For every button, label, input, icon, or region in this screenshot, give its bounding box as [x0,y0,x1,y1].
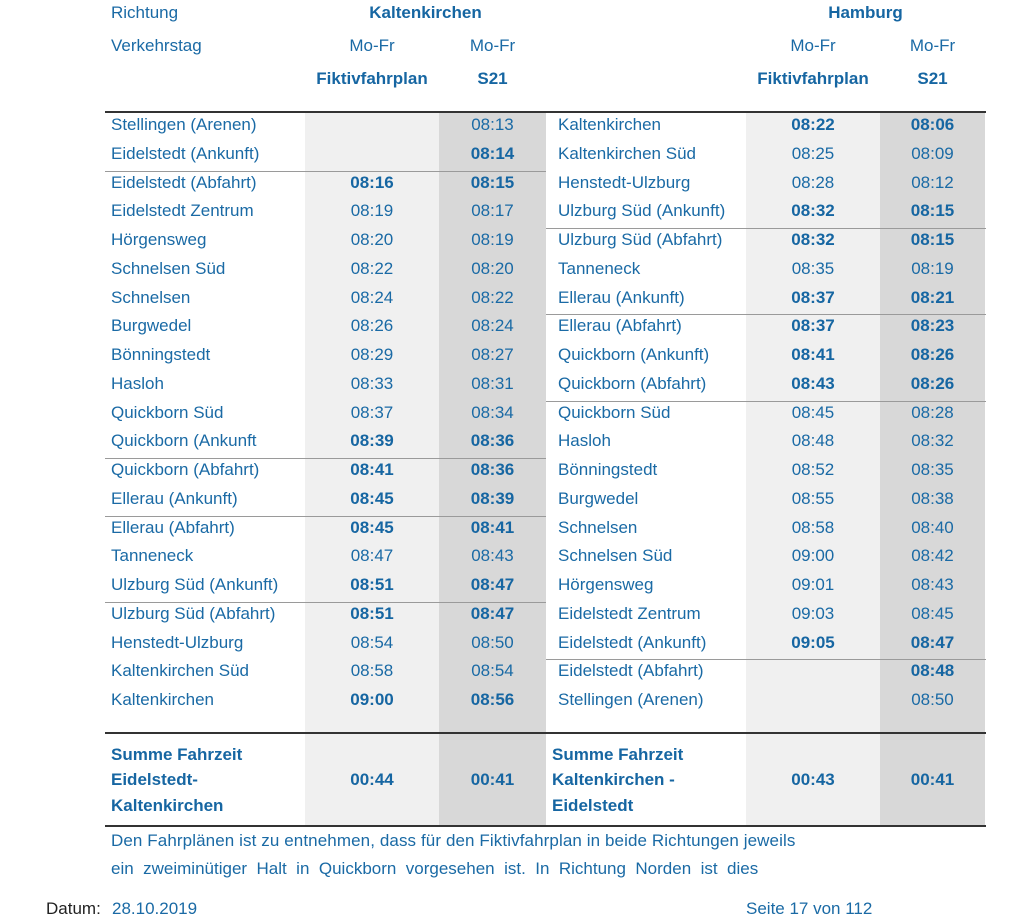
right-day-fiktiv: Mo-Fr [790,36,836,55]
left-s21-time: 08:56 [470,690,515,709]
left-s21-time: 08:41 [470,517,515,537]
left-station-name: Kaltenkirchen [111,690,215,709]
left-s21-time: 08:24 [471,316,514,336]
summary-left-s21: 00:41 [470,770,515,789]
summary-left-line1: Summe Fahrzeit [111,745,243,764]
left-station-name: Henstedt-Ulzburg [111,632,244,652]
right-row-separator [546,314,986,315]
left-row-separator [105,458,546,459]
left-fiktiv-time: 08:45 [350,488,394,508]
right-plan-s21: S21 [917,69,948,88]
right-s21-time: 08:09 [911,143,954,163]
right-station-name: Tanneneck [558,258,641,278]
right-station-name: Stellingen (Arenen) [558,690,704,709]
left-s21-time: 08:14 [470,143,515,163]
left-day-fiktiv: Mo-Fr [349,36,395,55]
right-fiktiv-time: 08:45 [791,402,835,422]
right-fiktiv-time: 08:22 [791,115,835,134]
left-fiktiv-time: 08:33 [350,373,394,393]
right-s21-time: 08:23 [910,316,955,336]
right-s21-time: 08:19 [911,258,954,278]
left-day-s21: Mo-Fr [469,36,516,55]
left-s21-time: 08:19 [471,230,514,249]
left-fiktiv-time: 08:22 [350,258,394,278]
right-s21-time: 08:48 [910,661,955,681]
left-station-name: Ellerau (Ankunft) [111,488,238,508]
left-station-name: Eidelstedt (Ankunft) [111,143,260,163]
right-fiktiv-time: 08:37 [791,316,835,336]
summary-left-fiktiv: 00:44 [350,770,394,789]
summary-right-line1: Summe Fahrzeit [552,745,684,764]
right-station-name: Kaltenkirchen Süd [558,143,696,163]
date-value: 28.10.2019 [112,899,198,918]
left-station-name: Bönningstedt [111,345,211,364]
date-label: Datum: [46,899,101,918]
right-station-name: Schnelsen [558,517,638,537]
left-station-name: Ulzburg Süd (Abfahrt) [111,603,276,623]
left-plan-fiktiv: Fiktivfahrplan [316,69,428,88]
left-s21-time: 08:47 [470,575,515,594]
right-fiktiv-time: 09:05 [791,632,835,652]
left-s21-time: 08:39 [470,488,515,508]
footnote-line-1: Den Fahrplänen ist zu entnehmen, dass für den Fiktivfahrplan in beide Richtungen jeweils [111,831,796,850]
summary-right-fiktiv: 00:43 [791,770,835,789]
left-fiktiv-time: 08:19 [350,201,394,221]
left-fiktiv-time: 08:47 [350,546,394,566]
left-station-name: Eidelstedt (Abfahrt) [111,172,257,192]
right-s21-time: 08:45 [911,603,954,623]
right-station-name: Ellerau (Ankunft) [558,287,685,307]
summary-right-s21: 00:41 [910,770,955,789]
left-fiktiv-time: 08:41 [350,460,394,479]
left-s21-time: 08:43 [471,546,514,566]
left-station-name: Stellingen (Arenen) [111,115,257,134]
left-fiktiv-time: 08:24 [350,287,394,307]
right-station-name: Quickborn Süd [558,402,671,422]
left-s21-time: 08:17 [471,201,514,221]
right-fiktiv-time: 09:01 [791,575,835,594]
right-station-name: Hörgensweg [558,575,654,594]
right-day-s21: Mo-Fr [909,36,956,55]
right-plan-fiktiv: Fiktivfahrplan [757,69,869,88]
right-fiktiv-time: 08:32 [791,230,835,249]
left-s21-time: 08:50 [471,632,514,652]
right-s21-time: 08:40 [911,517,954,537]
left-s21-time: 08:36 [470,431,515,451]
left-station-name: Ulzburg Süd (Ankunft) [111,575,279,594]
left-station-name: Schnelsen Süd [111,258,226,278]
page-number: Seite 17 von 112 [746,899,873,918]
right-s21-time: 08:38 [911,488,954,508]
right-fiktiv-time: 08:28 [791,172,835,192]
right-fiktiv-time: 08:41 [791,345,835,364]
left-station-name: Tanneneck [111,546,194,566]
left-station-name: Quickborn Süd [111,402,224,422]
right-s21-time: 08:26 [910,373,955,393]
right-fiktiv-time: 08:52 [791,460,835,479]
left-fiktiv-time: 08:51 [350,575,394,594]
right-fiktiv-time: 08:43 [791,373,835,393]
right-fiktiv-time: 08:25 [791,143,835,163]
summary-top-rule [105,732,986,734]
summary-right-line3: Eidelstedt [552,796,634,815]
summary-left-line2: Eidelstedt- [111,770,198,789]
left-direction: Kaltenkirchen [369,3,482,22]
right-station-name: Ulzburg Süd (Ankunft) [558,201,726,221]
right-fiktiv-time: 08:58 [791,517,835,537]
right-fiktiv-time: 08:32 [791,201,835,221]
right-station-name: Quickborn (Abfahrt) [558,373,707,393]
left-s21-time: 08:27 [471,345,514,364]
right-station-name: Burgwedel [558,488,639,508]
right-row-separator [546,228,986,229]
right-s21-time: 08:26 [910,345,955,364]
left-s21-time: 08:22 [471,287,514,307]
left-s21-time: 08:20 [471,258,514,278]
right-station-name: Bönningstedt [558,460,658,479]
right-station-name: Ellerau (Abfahrt) [558,316,682,336]
right-s21-time: 08:15 [910,201,955,221]
left-s21-time: 08:34 [471,402,514,422]
right-fiktiv-time: 09:00 [791,546,835,566]
left-plan-s21: S21 [477,69,508,88]
right-station-name: Quickborn (Ankunft) [558,345,710,364]
left-fiktiv-time: 08:54 [350,632,394,652]
left-s21-time: 08:15 [470,172,515,192]
right-s21-time: 08:35 [911,460,954,479]
left-fiktiv-time: 09:00 [350,690,394,709]
left-fiktiv-time: 08:45 [350,517,394,537]
right-station-name: Eidelstedt (Ankunft) [558,632,707,652]
right-s21-time: 08:50 [911,690,954,709]
left-station-name: Quickborn (Abfahrt) [111,460,260,479]
left-fiktiv-time: 08:29 [350,345,394,364]
right-station-name: Ulzburg Süd (Abfahrt) [558,230,723,249]
left-station-name: Eidelstedt Zentrum [111,201,254,221]
table-top-rule [105,111,986,113]
right-fiktiv-time: 08:55 [791,488,835,508]
left-station-name: Quickborn (Ankunft [111,431,257,451]
right-s21-time: 08:15 [910,230,955,249]
right-station-name: Hasloh [558,431,611,451]
left-fiktiv-time: 08:51 [350,603,394,623]
right-station-name: Kaltenkirchen [558,115,662,134]
left-station-name: Ellerau (Abfahrt) [111,517,235,537]
right-fiktiv-time: 08:48 [791,431,835,451]
summary-bottom-rule [105,825,986,827]
verkehrstag-label: Verkehrstag [111,36,202,55]
left-station-name: Hörgensweg [111,230,207,249]
footnote-line-2: ein zweiminütiger Halt in Quickborn vorgesehen ist. In Richtung Norden ist dies [111,859,759,878]
right-s21-time: 08:43 [911,575,954,594]
left-station-name: Schnelsen [111,287,191,307]
left-station-name: Burgwedel [111,316,192,336]
right-fiktiv-time: 09:03 [791,603,835,623]
right-s21-time: 08:42 [911,546,954,566]
left-s21-time: 08:13 [471,115,514,134]
right-s21-time: 08:12 [911,172,954,192]
right-station-name: Eidelstedt (Abfahrt) [558,661,704,681]
left-station-name: Kaltenkirchen Süd [111,661,249,681]
right-row-separator [546,659,986,660]
left-station-name: Hasloh [111,373,164,393]
right-row-separator [546,401,986,402]
right-s21-time: 08:32 [911,431,954,451]
left-row-separator [105,516,546,517]
left-fiktiv-time: 08:20 [350,230,394,249]
left-s21-time: 08:31 [471,373,514,393]
left-fiktiv-time: 08:37 [350,402,394,422]
left-row-separator [105,602,546,603]
right-s21-time: 08:06 [910,115,955,134]
right-s21-time: 08:28 [911,402,954,422]
left-s21-time: 08:36 [470,460,515,479]
right-station-name: Henstedt-Ulzburg [558,172,691,192]
left-s21-time: 08:47 [470,603,515,623]
richtung-label: Richtung [111,3,179,22]
right-fiktiv-time: 08:35 [791,258,835,278]
right-station-name: Schnelsen Süd [558,546,673,566]
left-fiktiv-time: 08:58 [350,661,394,681]
left-row-separator [105,171,546,172]
right-fiktiv-time: 08:37 [791,287,835,307]
left-fiktiv-time: 08:16 [350,172,394,192]
left-fiktiv-time: 08:26 [350,316,394,336]
right-s21-time: 08:21 [910,287,955,307]
right-s21-time: 08:47 [910,632,955,652]
summary-right-line2: Kaltenkirchen - [552,770,675,789]
left-fiktiv-time: 08:39 [350,431,394,451]
right-direction: Hamburg [828,3,903,22]
left-s21-time: 08:54 [471,661,514,681]
summary-left-line3: Kaltenkirchen [111,796,224,815]
right-station-name: Eidelstedt Zentrum [558,603,701,623]
